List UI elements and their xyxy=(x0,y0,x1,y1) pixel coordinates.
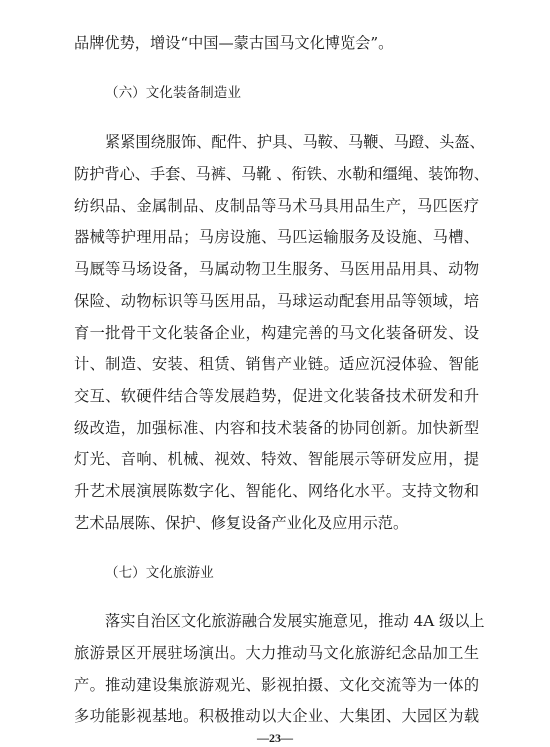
section6-line: 器械等护理用品；马房设施、马匹运输服务及设施、马槽、 xyxy=(74,228,479,246)
page-number: —23— xyxy=(257,731,293,745)
section7-line: 旅游景区开展驻场演出。大力推动马文化旅游纪念品加工生 xyxy=(74,644,479,662)
section6-line: 紧紧围绕服饰、配件、护具、马鞍、马鞭、马蹬、头盔、 xyxy=(105,133,485,151)
section7-line: 落实自治区文化旅游融合发展实施意见，推动 4A 级以上 xyxy=(105,612,485,630)
section-heading-6: （六）文化装备制造业 xyxy=(105,85,241,101)
section6-line: 育一批骨干文化装备企业，构建完善的马文化装备研发、设 xyxy=(74,324,479,342)
section-heading-7: （七）文化旅游业 xyxy=(105,565,214,581)
section6-line: 艺术品展陈、保护、修复设备产业化及应用示范。 xyxy=(74,514,409,532)
section6-line: 升艺术展演展陈数字化、智能化、网络化水平。支持文物和 xyxy=(74,482,479,500)
section6-line: 灯光、音响、机械、视效、特效、智能展示等研发应用，提 xyxy=(74,450,479,468)
section6-line: 马厩等马场设备，马属动物卫生服务、马医用品用具、动物 xyxy=(74,260,479,278)
section6-line: 计、制造、安装、租赁、销售产业链。适应沉浸体验、智能 xyxy=(74,355,479,373)
paragraph-tail-line: 品牌优势，增设“中国—蒙古国马文化博览会”。 xyxy=(74,34,394,52)
section6-line: 级改造，加强标准、内容和技术装备的协同创新。加快新型 xyxy=(74,419,479,437)
section6-line: 交互、软硬件结合等发展趋势，促进文化装备技术研发和升 xyxy=(74,387,479,405)
section7-line: 多功能影视基地。积极推动以大企业、大集团、大园区为载 xyxy=(74,707,479,725)
section6-line: 保险、动物标识等马医用品，马球运动配套用品等领域，培 xyxy=(74,292,479,310)
section6-line: 纺织品、金属制品、皮制品等马术马具用品生产，马匹医疗 xyxy=(74,197,479,215)
section6-line: 防护背心、手套、马裤、马靴 、衔铁、水勒和缰绳、装饰物、 xyxy=(74,165,489,183)
section7-line: 产。推动建设集旅游观光、影视拍摄、文化交流等为一体的 xyxy=(74,676,479,694)
